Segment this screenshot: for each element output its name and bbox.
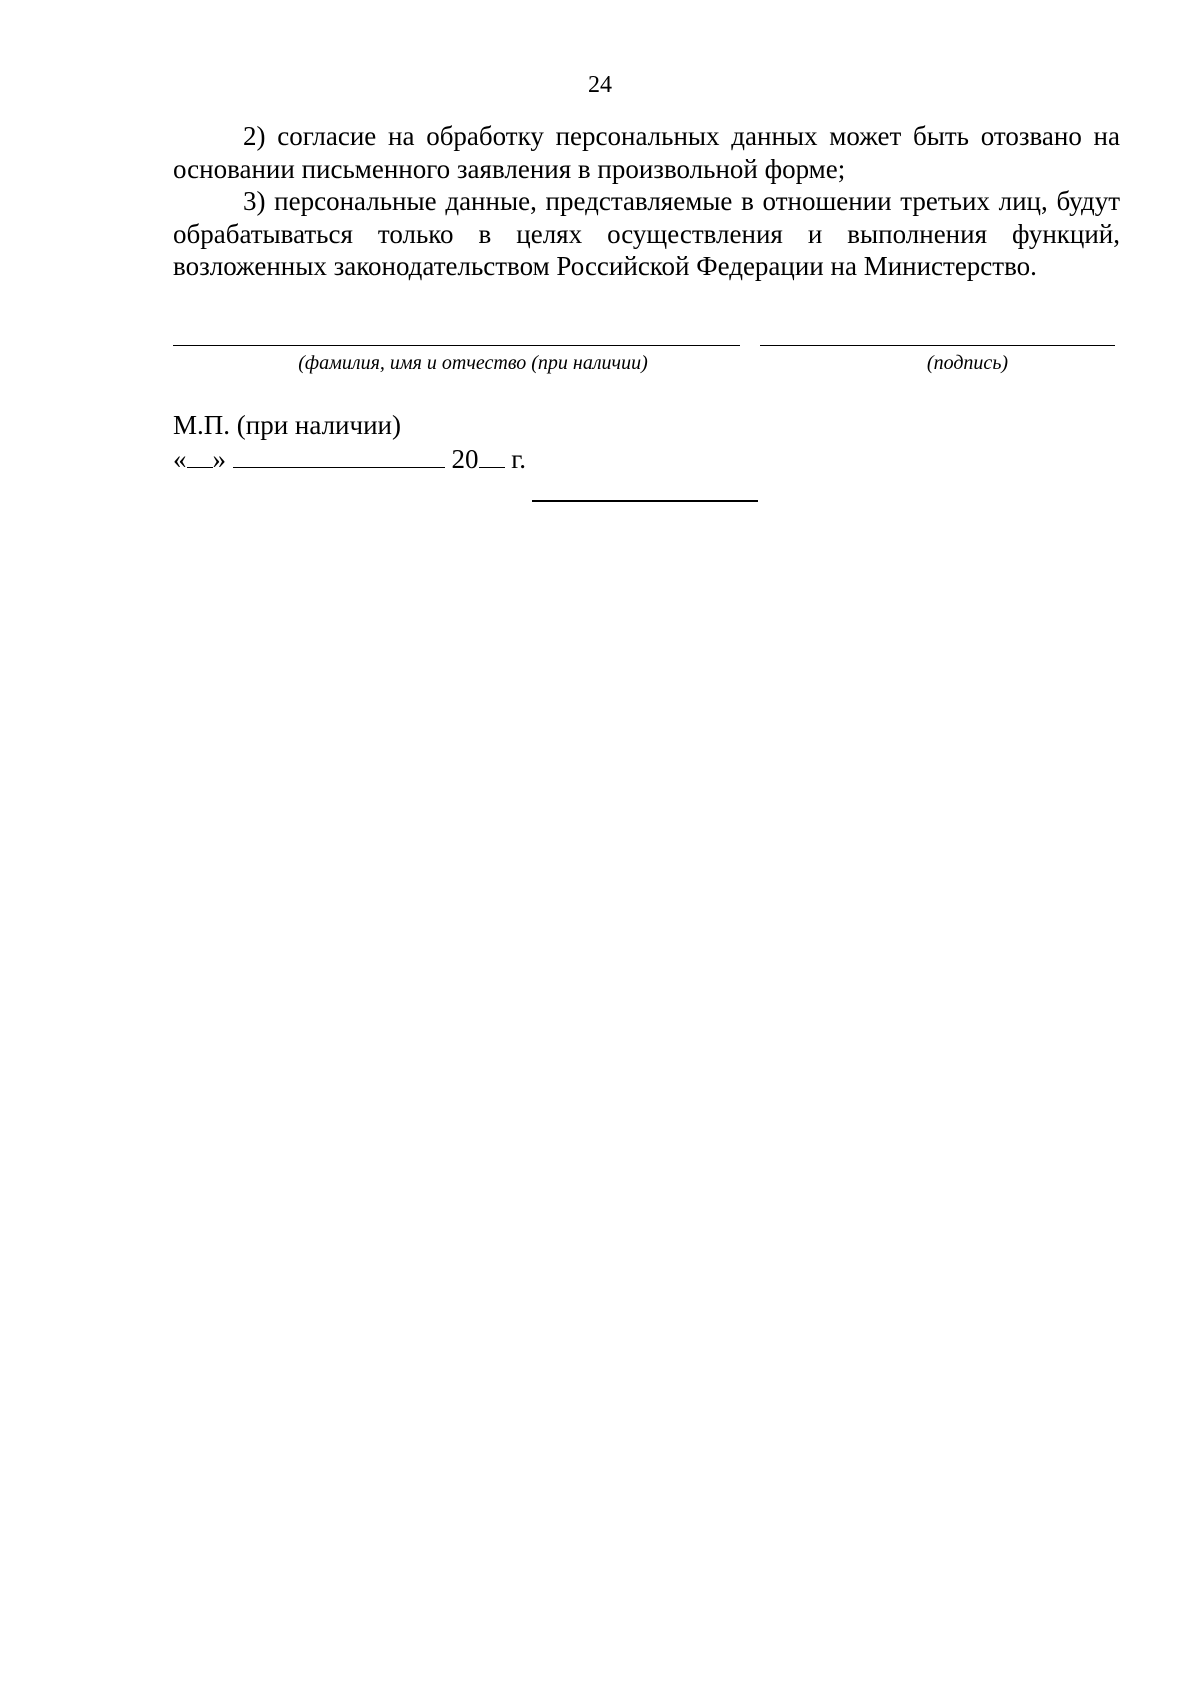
date-line xyxy=(173,442,526,476)
date-year-blank xyxy=(479,443,505,468)
stamp-label: М.П. (при наличии) xyxy=(173,410,401,440)
page-number: 24 xyxy=(588,72,612,98)
signature-line xyxy=(760,345,1115,346)
date-month-blank xyxy=(233,443,445,468)
date-close-quote: » xyxy=(212,444,226,474)
date-suffix: г. xyxy=(511,444,527,474)
date-day-blank xyxy=(187,443,213,468)
name-caption: (фамилия, имя и отчество (при наличии) xyxy=(298,352,648,374)
paragraph-3: 3) персональные данные, представляемые в отношении третьих лиц, будут обрабатываться только в целях осуществления и выполнения функций, возложенных законодательством Российской Федерации на Министерство. xyxy=(173,186,1120,281)
date-open-quote: « xyxy=(173,444,187,474)
date-century: 20 xyxy=(451,444,479,474)
name-signature-line xyxy=(173,345,740,346)
signature-caption: (подпись) xyxy=(926,352,1009,374)
end-rule xyxy=(532,500,758,502)
body-text xyxy=(173,120,1120,283)
paragraph-2: 2) согласие на обработку персональных данных может быть отозвано на основании письменного заявления в произвольной форме; xyxy=(173,121,1120,184)
